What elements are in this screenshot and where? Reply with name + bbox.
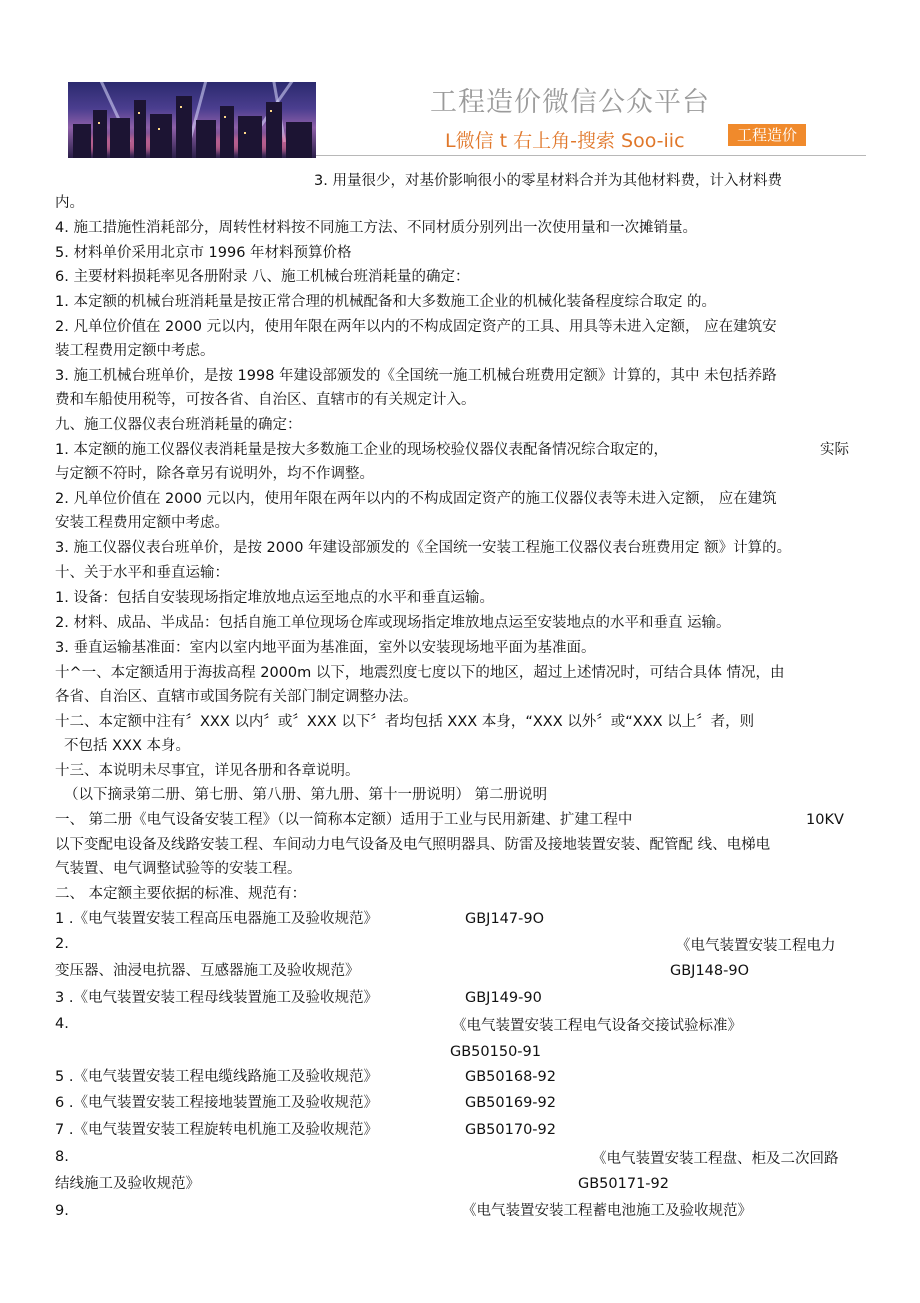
text-line: 以下变配电设备及线路安装工程、车间动力电气设备及电气照明器具、防雷及接地装置安装、配管配 线、电梯电 [55,837,771,853]
text-line: 2. 凡单位价值在 2000 元以内，使用年限在两年以内的不构成固定资产的工具、用具等未进入定额， 应在建筑安 [55,319,777,335]
text-line: 二、 本定额主要依据的标准、规范有： [55,886,307,902]
platform-badge: 工程造价 [728,124,806,146]
text-line: GB50170-92 [465,1122,556,1138]
text-line: 《电气装置安装工程蓄电池施工及验收规范》 [462,1203,752,1219]
text-line: GBJ148-9O [670,963,750,979]
text-line: GB50150-91 [450,1044,541,1060]
text-line: 实际 [820,442,849,458]
text-line: 十^一、本定额适用于海拔高程 2000m 以下，地震烈度七度以下的地区，超过上述情况时，可结合具体 情况，由 [55,665,785,681]
text-line: GB50169-92 [465,1095,556,1111]
text-line: 《电气装置安装工程盘、柜及二次回路 [592,1151,839,1167]
text-line: 3. 用量很少，对基价影响很小的零星材料合并为其他材料费，计入材料费 [314,173,782,189]
text-line: 不包括 XXX 本身。 [64,738,191,754]
text-line: 8. [55,1149,69,1165]
text-line: 与定额不符时，除各章另有说明外，均不作调整。 [55,466,374,482]
text-line: 《电气装置安装工程电气设备交接试验标准》 [452,1018,742,1034]
text-line: 9. [55,1203,69,1219]
text-line: 5. 材料单价采用北京市 1996 年材料预算价格 [55,245,352,261]
text-line: 各省、自治区、直辖市或国务院有关部门制定调整办法。 [55,689,418,705]
header-banner-image [68,82,316,158]
text-line: 内。 [55,195,84,211]
text-line: 十三、本说明未尽事宜，详见各册和各章说明。 [55,763,360,779]
text-line: 1. 设备：包括自安装现场指定堆放地点运至地点的水平和垂直运输。 [55,590,494,606]
text-line: 4. [55,1016,69,1032]
text-line: GB50171-92 [578,1176,669,1192]
text-line: 十二、本定额中注有〞XXX 以内〞或〞XXX 以下〞者均包括 XXX 本身，“XXX 以外〞或“XXX 以上〞者，则 [55,714,755,730]
text-line: 《电气装置安装工程电力 [676,938,836,954]
text-line: 一、 第二册《电气设备安装工程》（以一简称本定额）适用于工业与民用新建、扩建工程中 [55,812,633,828]
text-line: 1. 本定额的机械台班消耗量是按正常合理的机械配备和大多数施工企业的机械化装备程度综合取定 的。 [55,294,717,310]
text-line: 安装工程费用定额中考虑。 [55,515,229,531]
text-line: 装工程费用定额中考虑。 [55,343,215,359]
text-line: 3. 施工仪器仪表台班单价，是按 2000 年建设部颁发的《全国统一安装工程施工仪器仪表台班费用定 额》计算的。 [55,540,792,556]
text-line: 6. 主要材料损耗率见各册附录 八、施工机械台班消耗量的确定： [55,269,470,285]
platform-subtitle: L微信 t 右上角-搜索 Soo-iic [445,130,685,152]
text-line: 3 .《电气装置安装工程母线装置施工及验收规范》 [55,990,378,1006]
text-line: 3. 垂直运输基准面：室内以室内地平面为基准面，室外以安装现场地平面为基准面。 [55,640,596,656]
text-line: 费和车船使用税等，可按各省、自治区、直辖市的有关规定计入。 [55,392,476,408]
platform-title: 工程造价微信公众平台 [430,87,710,118]
text-line: 结线施工及验收规范》 [55,1176,200,1192]
text-line: 九、施工仪器仪表台班消耗量的确定： [55,417,302,433]
text-line: 4. 施工措施性消耗部分，周转性材料按不同施工方法、不同材质分别列出一次使用量和一次摊销量。 [55,220,697,236]
text-line: 2. [55,936,69,952]
text-line: 气装置、电气调整试验等的安装工程。 [55,861,302,877]
text-line: 10KV [806,812,844,828]
text-line: 1. 本定额的施工仪器仪表消耗量是按大多数施工企业的现场校验仪器仪表配备情况综合取定的， [55,442,668,458]
text-line: 2. 凡单位价值在 2000 元以内，使用年限在两年以内的不构成固定资产的施工仪器仪表等未进入定额， 应在建筑 [55,491,777,507]
text-line: GB50168-92 [465,1069,556,1085]
text-line: 7 .《电气装置安装工程旋转电机施工及验收规范》 [55,1122,378,1138]
text-line: 十、关于水平和垂直运输： [55,565,229,581]
text-line: 6 .《电气装置安装工程接地装置施工及验收规范》 [55,1095,378,1111]
text-line: 3. 施工机械台班单价，是按 1998 年建设部颁发的《全国统一施工机械台班费用定额》计算的，其中 未包括养路 [55,368,777,384]
text-line: 变压器、油浸电抗器、互感器施工及验收规范》 [55,963,360,979]
text-line: 2. 材料、成品、半成品：包括自施工单位现场仓库或现场指定堆放地点运至安装地点的水平和垂直 运输。 [55,615,731,631]
text-line: （以下摘录第二册、第七册、第八册、第九册、第十一册说明） 第二册说明 [64,787,548,803]
text-line: 5 .《电气装置安装工程电缆线路施工及验收规范》 [55,1069,378,1085]
text-line: GBJ149-90 [465,990,542,1006]
header-divider [316,155,866,156]
text-line: 1 .《电气装置安装工程高压电器施工及验收规范》 [55,911,378,927]
text-line: GBJ147-9O [465,911,545,927]
